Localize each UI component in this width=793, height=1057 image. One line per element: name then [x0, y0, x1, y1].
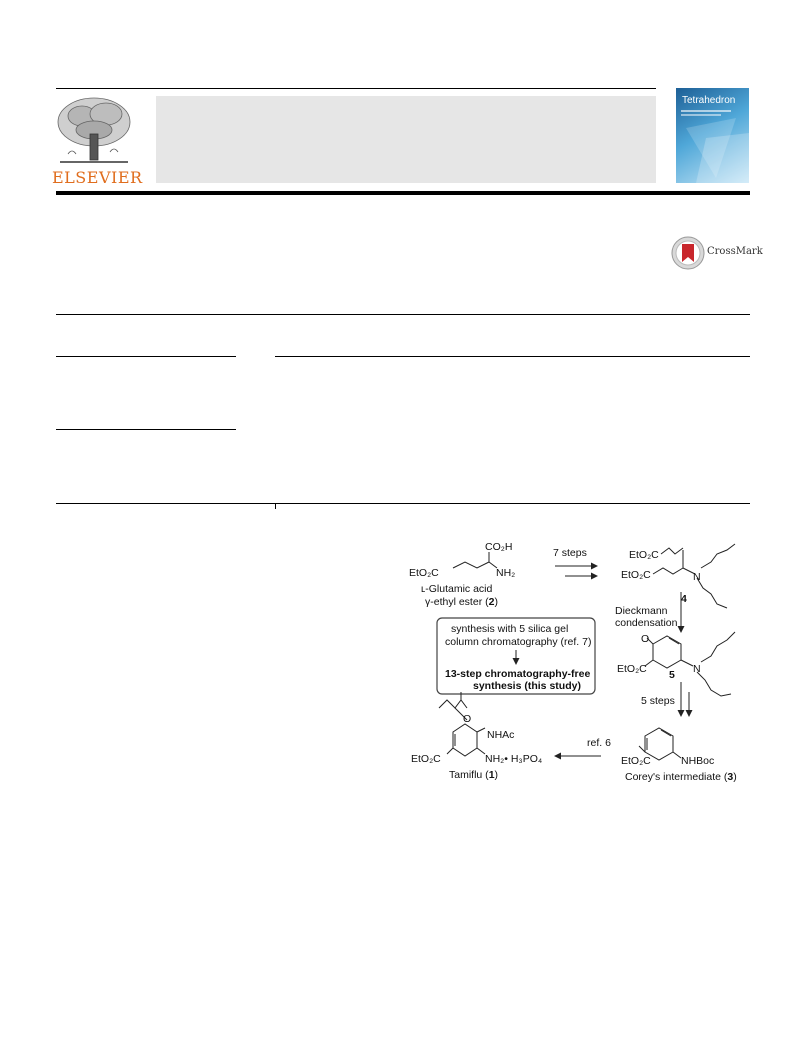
header-top-rule — [56, 88, 656, 89]
arrow-5-steps-label: 5 steps — [641, 695, 675, 707]
compound-1-nh2: NH₂• H₃PO₄ — [485, 753, 543, 765]
compound-4-eto2c-top: EtO₂C — [629, 549, 659, 561]
synthesis-scheme — [405, 532, 755, 802]
journal-cover — [676, 88, 749, 183]
compound-4-eto2c-bottom: EtO₂C — [621, 569, 651, 581]
journal-cover-title: Tetrahedron — [682, 95, 736, 106]
cover-pattern — [676, 88, 749, 183]
dieckmann-label-2: condensation — [615, 617, 678, 629]
article-info-bottom-rule — [56, 503, 750, 504]
compound-5-structure — [645, 632, 735, 696]
compound-5-n: N — [693, 663, 701, 675]
compound-1-name: Tamiflu (1) — [449, 769, 499, 781]
compound-2-nh2: NH₂ — [496, 567, 516, 579]
arrow-ref6-label: ref. 6 — [587, 737, 611, 749]
compound-5-eto2c: EtO₂C — [617, 663, 647, 675]
compound-1-o: O — [463, 713, 472, 725]
arrow-7-steps-label: 7 steps — [553, 547, 587, 559]
compound-1-eto2c: EtO₂C — [411, 753, 441, 765]
compound-4-number: 4 — [681, 593, 687, 605]
column-divider — [275, 503, 276, 509]
compound-2-co2h: CO₂H — [485, 541, 513, 553]
box-line-2: column chromatography (ref. 7) — [445, 636, 592, 648]
compound-2-eto2c: EtO₂C — [409, 567, 439, 579]
compound-5-number: 5 — [669, 669, 675, 681]
compound-2-name-line1: ʟ-Glutamic acid — [421, 583, 493, 595]
compound-3-eto2c: EtO₂C — [621, 755, 651, 767]
left-column-rule-2 — [56, 429, 236, 430]
journal-banner — [156, 96, 656, 183]
compound-1-structure — [439, 692, 485, 756]
elsevier-wordmark: ELSEVIER — [52, 168, 143, 187]
crossmark-icon[interactable] — [671, 236, 705, 270]
crossmark-label[interactable]: CrossMark — [707, 246, 763, 257]
box-line-1: synthesis with 5 silica gel — [451, 623, 569, 635]
header-bottom-rule — [56, 191, 750, 195]
dieckmann-label-1: Dieckmann — [615, 605, 668, 617]
box-line-4: synthesis (this study) — [473, 680, 581, 692]
compound-2-structure — [453, 552, 497, 568]
article-info-top-rule — [56, 314, 750, 315]
box-line-3: 13-step chromatography-free — [445, 668, 591, 680]
compound-4-n: N — [693, 571, 701, 583]
compound-1-nhac: NHAc — [487, 729, 515, 741]
compound-3-name: Corey's intermediate (3) — [625, 771, 737, 783]
elsevier-tree-logo — [54, 94, 134, 166]
compound-5-o: O — [641, 633, 650, 645]
left-column-rule-1 — [56, 356, 236, 357]
right-column-rule — [275, 356, 750, 357]
compound-3-nhboc: NHBoc — [681, 755, 715, 767]
compound-2-name-line2: γ-ethyl ester (2) — [425, 596, 498, 608]
